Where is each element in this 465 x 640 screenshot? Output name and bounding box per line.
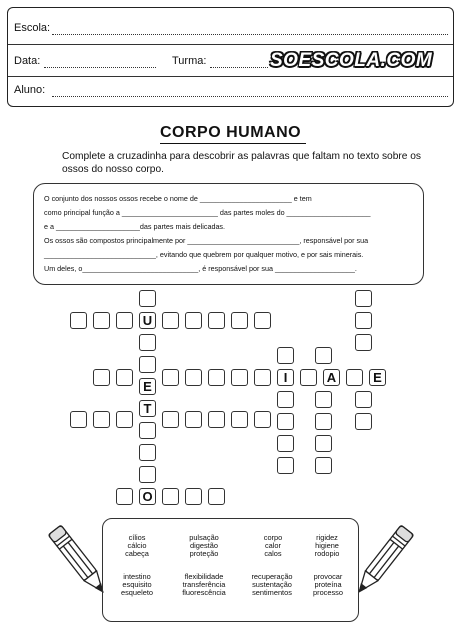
- crossword-cell[interactable]: [185, 312, 202, 329]
- word-bank-item: processo: [313, 588, 343, 597]
- crossword-cell[interactable]: [116, 369, 133, 386]
- crossword-cell[interactable]: [116, 411, 133, 428]
- crossword-cell[interactable]: [70, 411, 87, 428]
- word-bank-item: rodopio: [314, 549, 340, 558]
- word-bank-item: flexibilidade: [184, 572, 224, 581]
- passage-line: O conjunto dos nossos ossos recebe o nome de _______________________ e tem: [44, 194, 312, 203]
- crossword-cell[interactable]: [355, 334, 372, 351]
- word-bank-column: [302, 573, 354, 597]
- crossword-cell[interactable]: [185, 411, 202, 428]
- word-bank-item: pulsação: [189, 533, 219, 542]
- crossword-cell[interactable]: [315, 457, 332, 474]
- crossword-cell[interactable]: [277, 391, 294, 408]
- crossword-cell[interactable]: [300, 369, 317, 386]
- crossword-cell[interactable]: [139, 422, 156, 439]
- crossword-cell[interactable]: [93, 369, 110, 386]
- word-bank-item: cabeça: [125, 549, 149, 558]
- word-bank-column: [240, 573, 304, 597]
- crossword-cell[interactable]: [355, 290, 372, 307]
- instruction-line-2: ossos do nosso corpo.: [62, 164, 164, 175]
- crossword-cell[interactable]: U: [139, 312, 156, 329]
- crossword-cell[interactable]: [277, 413, 294, 430]
- crossword-cell[interactable]: [162, 488, 179, 505]
- crossword-cell[interactable]: [185, 488, 202, 505]
- aluno-label: Aluno:: [14, 84, 46, 96]
- crossword-cell[interactable]: [315, 435, 332, 452]
- word-bank-item: recuperação: [251, 572, 293, 581]
- crossword-cell[interactable]: [139, 356, 156, 373]
- word-bank-column: [170, 573, 238, 597]
- crossword-cell[interactable]: [315, 413, 332, 430]
- crossword-cell[interactable]: [93, 411, 110, 428]
- crossword-cell[interactable]: [254, 411, 271, 428]
- crossword-cell[interactable]: [315, 391, 332, 408]
- data-label: Data:: [14, 55, 41, 67]
- word-bank-column: [302, 534, 352, 558]
- passage-line: como principal função a ________________________ das partes moles do _____________________: [44, 208, 371, 217]
- crossword-cell[interactable]: [116, 488, 133, 505]
- crossword-cell[interactable]: [185, 369, 202, 386]
- word-bank-item: higiene: [315, 541, 339, 550]
- turma-label: Turma:: [172, 55, 207, 67]
- word-bank-item: calor: [264, 541, 282, 550]
- word-bank-item: transferência: [182, 580, 226, 589]
- word-bank-column: [112, 534, 162, 558]
- crossword-cell[interactable]: [355, 413, 372, 430]
- escola-label: Escola:: [14, 22, 51, 34]
- word-bank-item: proteína: [314, 580, 342, 589]
- crossword-cell[interactable]: [162, 312, 179, 329]
- crossword-cell[interactable]: [116, 312, 133, 329]
- crossword-cell[interactable]: [139, 334, 156, 351]
- soescola-logo: SOESCOLA.COM: [270, 50, 433, 71]
- crossword-cell[interactable]: [93, 312, 110, 329]
- word-bank-item: sentimentos: [252, 588, 292, 597]
- word-bank-column: [176, 534, 232, 558]
- crossword-cell[interactable]: A: [323, 369, 340, 386]
- word-bank-column: [248, 534, 298, 558]
- word-bank-item: provocar: [313, 572, 343, 581]
- crossword-cell[interactable]: [208, 411, 225, 428]
- crossword-cell[interactable]: [139, 466, 156, 483]
- crossword-cell[interactable]: [162, 369, 179, 386]
- word-bank-item: calos: [264, 549, 282, 558]
- pencil-right-icon: [350, 512, 418, 608]
- crossword-cell[interactable]: [139, 444, 156, 461]
- passage-line: Os ossos são compostos principalmente por ____________________________, responsável por sua: [44, 236, 369, 245]
- crossword-cell[interactable]: [208, 369, 225, 386]
- crossword-cell[interactable]: [231, 411, 248, 428]
- crossword-cell[interactable]: [231, 369, 248, 386]
- crossword-cell[interactable]: [254, 369, 271, 386]
- crossword-cell[interactable]: [162, 411, 179, 428]
- instruction-line-1: Complete a cruzadinha para descobrir as palavras que faltam no texto sobre os: [62, 151, 422, 162]
- crossword-cell[interactable]: [355, 312, 372, 329]
- crossword-cell[interactable]: [208, 488, 225, 505]
- crossword-cell[interactable]: [231, 312, 248, 329]
- word-bank-item: corpo: [263, 533, 283, 542]
- word-bank-item: proteção: [189, 549, 219, 558]
- word-bank-item: cálcio: [127, 541, 147, 550]
- crossword-cell[interactable]: [277, 435, 294, 452]
- crossword-cell[interactable]: [315, 347, 332, 364]
- crossword-cell[interactable]: [355, 391, 372, 408]
- word-bank-item: cílios: [128, 533, 146, 542]
- crossword-cell[interactable]: [70, 312, 87, 329]
- crossword-cell[interactable]: [277, 457, 294, 474]
- word-bank-item: rigidez: [316, 533, 338, 542]
- passage-line: Um deles, o_____________________________, é responsável por sua ____________________.: [44, 264, 357, 273]
- crossword-cell[interactable]: [346, 369, 363, 386]
- word-bank-item: esqueleto: [120, 588, 154, 597]
- word-bank-item: digestão: [190, 541, 218, 550]
- crossword-cell[interactable]: [208, 312, 225, 329]
- word-bank-item: fluorescência: [182, 588, 226, 597]
- crossword-cell[interactable]: [139, 290, 156, 307]
- page-title: CORPO HUMANO: [160, 124, 302, 141]
- passage-line: e a _____________________das partes mais delicadas.: [44, 222, 226, 231]
- word-bank-item: sustentação: [252, 580, 292, 589]
- word-bank-column: [110, 573, 164, 597]
- crossword-cell[interactable]: I: [277, 369, 294, 386]
- crossword-cell[interactable]: T: [139, 400, 156, 417]
- crossword-cell[interactable]: [277, 347, 294, 364]
- crossword-cell[interactable]: O: [139, 488, 156, 505]
- word-bank-item: intestino: [123, 572, 151, 581]
- crossword-cell[interactable]: E: [139, 378, 156, 395]
- passage-line: ____________________________, evitando que quebrem por qualquer motivo, e por sais minerais.: [44, 250, 364, 259]
- crossword-cell[interactable]: [254, 312, 271, 329]
- word-bank-item: esquisito: [122, 580, 152, 589]
- crossword-cell[interactable]: E: [369, 369, 386, 386]
